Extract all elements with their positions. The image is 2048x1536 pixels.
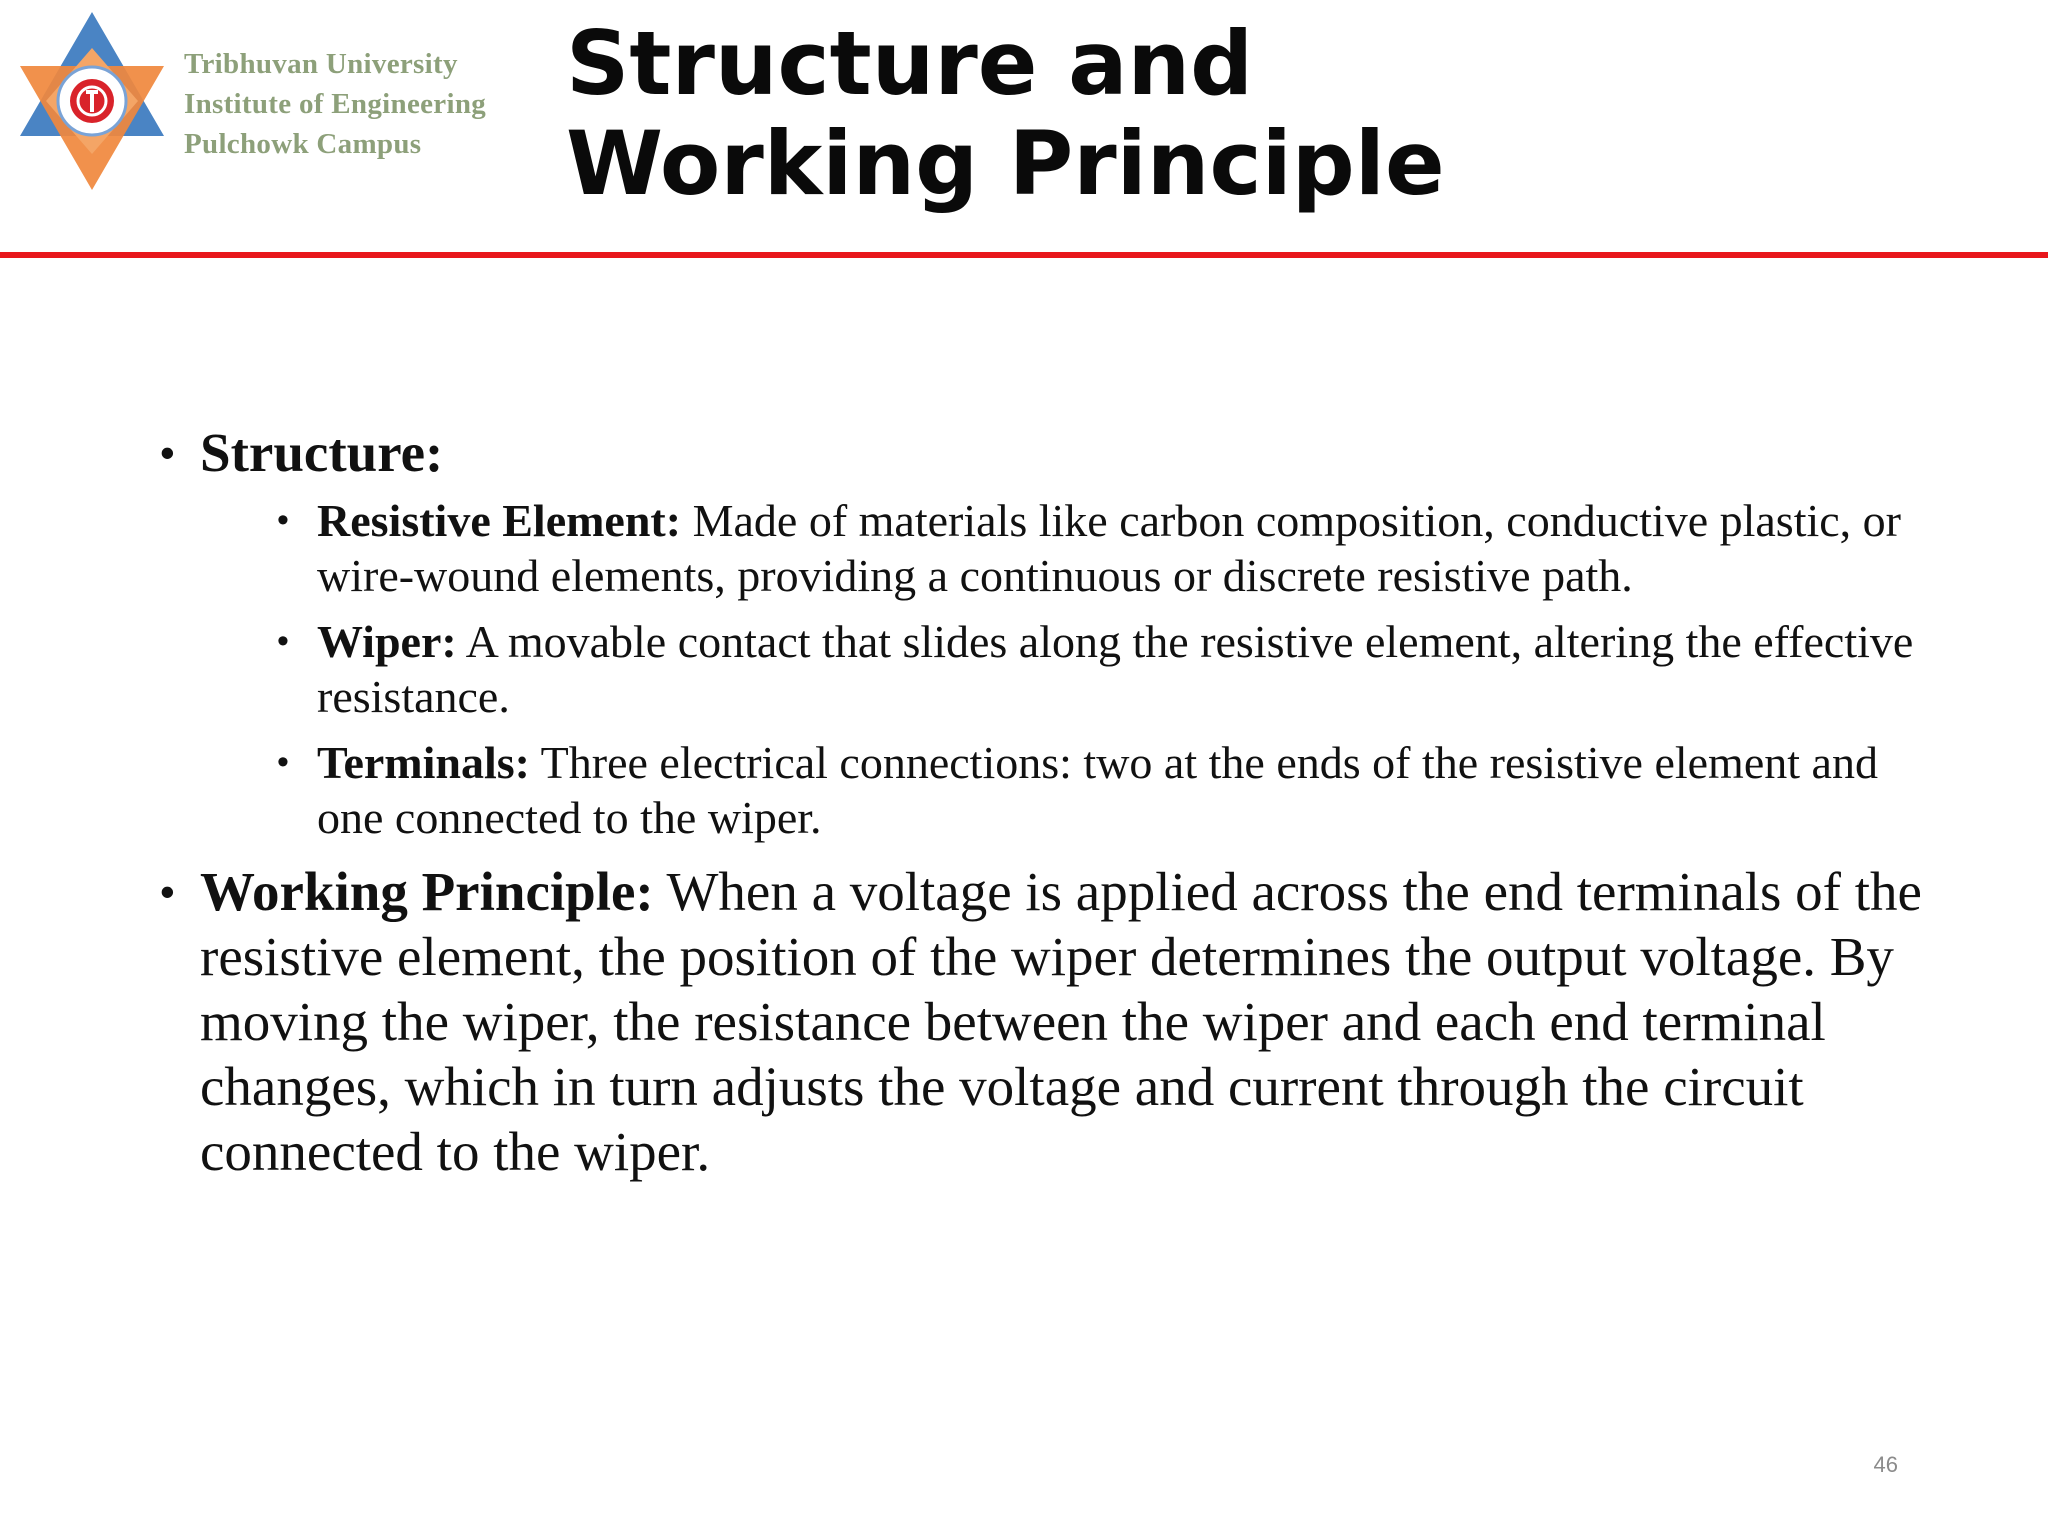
working-principle-text: When a voltage is applied across the end terminals of the resistive element, the position of the wiper determines the output voltage. By moving the wiper, the resistance between the wiper and each end terminal changes, which in turn adjusts the voltage and current through the circuit connected to the wiper. — [200, 861, 1922, 1182]
header-divider — [0, 252, 2048, 258]
list-item-term: Resistive Element: — [317, 495, 682, 546]
institution-name — [184, 44, 486, 164]
structure-bullet — [160, 420, 1940, 485]
list-item-term: Wiper: — [317, 616, 457, 667]
page-title — [566, 14, 1445, 214]
institution-line-3: Pulchowk Campus — [184, 128, 422, 160]
list-item — [277, 493, 1940, 603]
university-logo-icon — [12, 10, 172, 192]
list-item — [277, 735, 1940, 845]
working-principle-term: Working Principle: — [200, 861, 654, 922]
institution-line-2: Institute of Engineering — [184, 88, 487, 120]
institution-line-1: Tribhuvan University — [184, 48, 458, 80]
page-title-line-1: Structure and — [566, 12, 1254, 115]
list-item-text: A movable contact that slides along the resistive element, altering the effective resistance. — [317, 616, 1914, 722]
list-item-term: Terminals: — [317, 737, 530, 788]
logo-emblem-stem — [90, 90, 94, 112]
working-principle-bullet — [160, 859, 1940, 1184]
structure-sublist — [277, 493, 1940, 845]
page-title-line-2: Working Principle — [566, 112, 1445, 215]
list-item — [277, 614, 1940, 724]
structure-heading: Structure: — [200, 422, 444, 483]
list-item-text: Three electrical connections: two at the ends of the resistive element and one connected to the wiper. — [317, 737, 1878, 843]
list-item-text: Made of materials like carbon composition, conductive plastic, or wire-wound elements, providing a continuous or discrete resistive path. — [317, 495, 1901, 601]
page-number: 46 — [1873, 1452, 1898, 1477]
slide-content — [160, 420, 1940, 1184]
